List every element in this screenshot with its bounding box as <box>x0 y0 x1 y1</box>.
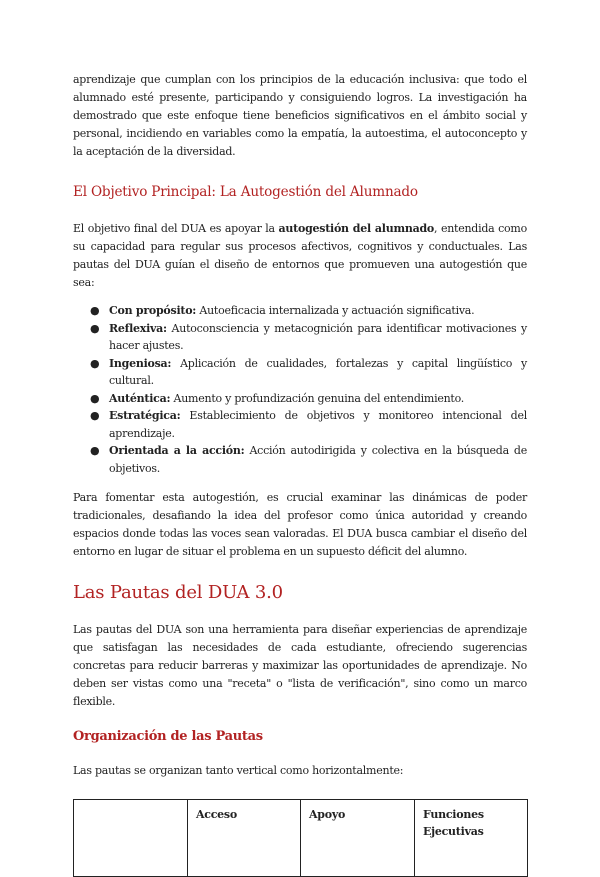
bullet-icon: ● <box>90 304 100 317</box>
list-item-term: Estratégica: <box>109 409 181 422</box>
list-item-desc: Aplicación de cualidades, fortalezas y capital lingüístico y cultural. <box>109 356 527 387</box>
list-item-desc: Acción autodirigida y colectiva en la búsqueda de objetivos. <box>109 444 527 475</box>
autogestion-list <box>73 302 527 477</box>
list-item <box>73 442 527 477</box>
list-item <box>73 390 527 408</box>
table-header-cell: Funciones Ejecutivas <box>415 800 528 877</box>
list-item <box>73 407 527 442</box>
page-content <box>73 71 527 877</box>
table-header-cell: Acceso <box>188 800 301 877</box>
list-item-term: Auténtica: <box>109 391 171 405</box>
table-header-cell: Apoyo <box>301 800 415 877</box>
list-item-desc: Autoeficacia internalizada y actuación significativa. <box>196 304 475 317</box>
heading-organizacion: Organización de las Pautas <box>73 729 263 744</box>
list-item <box>73 302 527 320</box>
pautas-paragraph: Las pautas del DUA son una herramienta para diseñar experiencias de aprendizaje que satisfagan las necesidades de cada estudiante, ofreciendo sugerencias concretas para reducir barreras y maximizar las oportunidades de aprendizaje. No deben ser vistas como una "receta" o "lista de verificación", sino como un marco flexible. <box>73 623 527 708</box>
intro-paragraph: aprendizaje que cumplan con los principios de la educación inclusiva: que todo el alumnado esté presente, participando y consiguiendo logros. La investigación ha demostrado que este enfoque tiene beneficios significativos en el ámbito social y personal, incidiendo en variables como la empatía, la autoestima, el autoconcepto y la aceptación de la diversidad. <box>73 73 527 158</box>
organizacion-intro: Las pautas se organizan tanto vertical como horizontalmente: <box>73 764 404 777</box>
list-item <box>73 320 527 355</box>
heading-pautas-dua: Las Pautas del DUA 3.0 <box>73 582 283 603</box>
pautas-table <box>73 799 528 877</box>
list-item-term: Reflexiva: <box>109 321 167 335</box>
list-item-term: Ingeniosa: <box>109 356 172 370</box>
bullet-icon: ● <box>90 409 100 422</box>
table-header-cell <box>74 800 188 877</box>
objetivo-closing-paragraph: Para fomentar esta autogestión, es crucial examinar las dinámicas de poder tradicionales, desafiando la idea del profesor como única autoridad y creando espacios donde todas las voces sean valoradas. El DUA busca cambiar el diseño del entorno en lugar de situar el problema en un supuesto déficit del alumno. <box>73 491 527 558</box>
bullet-icon: ● <box>90 356 100 370</box>
list-item-desc: Aumento y profundización genuina del entendimiento. <box>170 391 465 405</box>
bullet-icon: ● <box>90 391 100 405</box>
list-item-desc: Establecimiento de objetivos y monitoreo intencional del aprendizaje. <box>109 409 527 440</box>
objetivo-intro-paragraph <box>73 220 527 292</box>
list-item <box>73 355 527 390</box>
objetivo-intro-bold: autogestión del alumnado <box>278 222 435 235</box>
bullet-icon: ● <box>90 444 100 457</box>
objetivo-intro-after: , entendida como su capacidad para regular sus procesos afectivos, cognitivos y conductuales. Las pautas del DUA guían el diseño de entornos que promueven una autogestión que sea: <box>73 222 527 289</box>
list-item-term: Con propósito: <box>109 304 197 317</box>
table-row <box>74 800 528 877</box>
list-item-desc: Autoconsciencia y metacognición para identificar motivaciones y hacer ajustes. <box>109 321 527 352</box>
bullet-icon: ● <box>90 321 100 335</box>
list-item-term: Orientada a la acción: <box>109 444 245 457</box>
heading-objetivo-principal: El Objetivo Principal: La Autogestión del Alumnado <box>73 184 418 200</box>
objetivo-intro-before: El objetivo final del DUA es apoyar la <box>73 222 279 235</box>
